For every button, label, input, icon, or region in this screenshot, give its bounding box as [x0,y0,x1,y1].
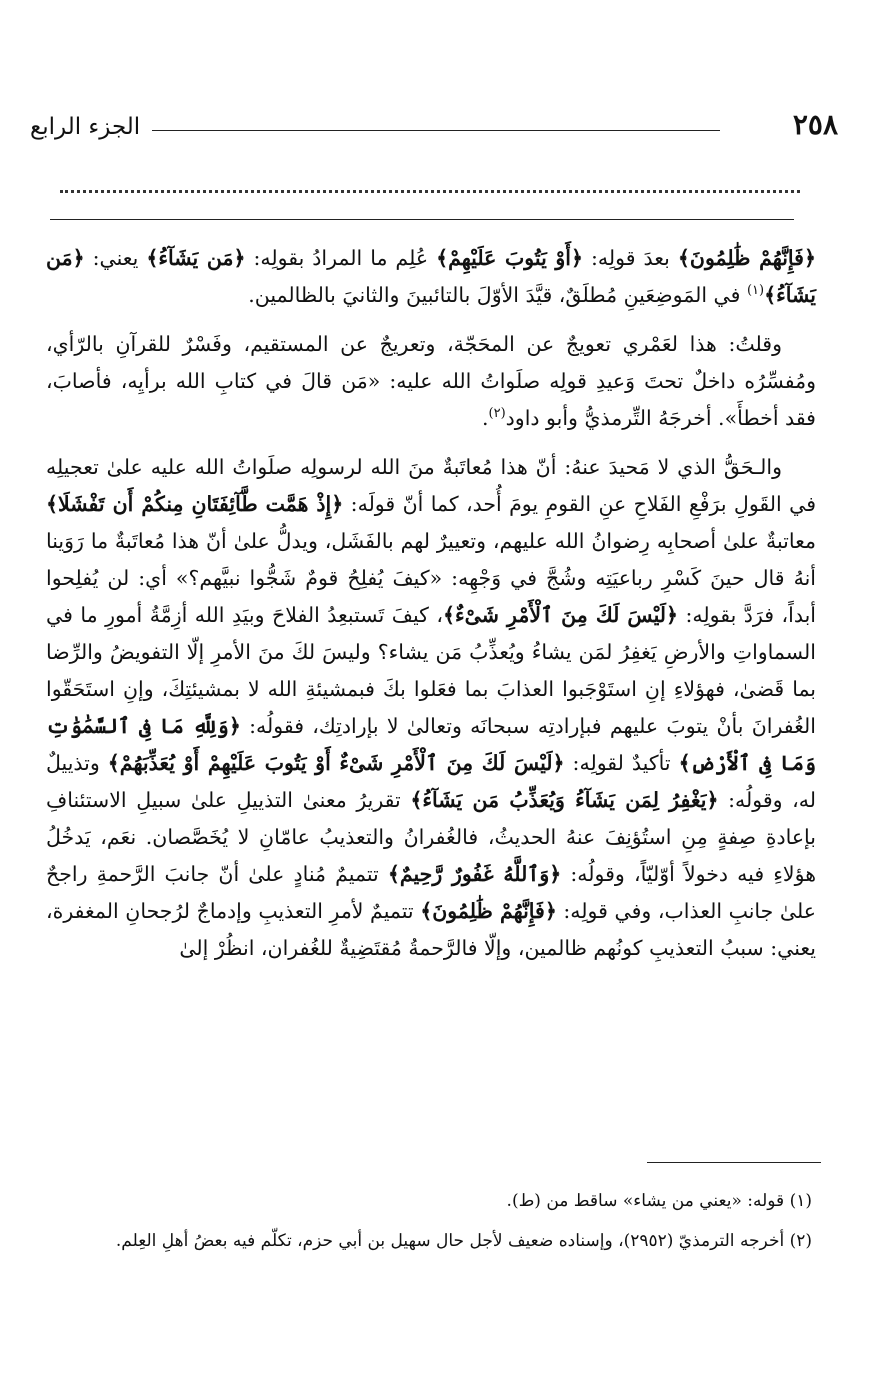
text-segment: معاتبةٌ علىٰ أصحابِه رِضوانُ الله عليهم، وتعييرٌ لهم بالفَشَل، ويدلُّ علىٰ أنّ هذا مُعاتَبةٌ ما رَوَينا أنهُ قال حينَ كَسْرِ رباعيَتِه وشُجَّ في وَجْهِه: «كيفَ يُفلِحُ قومٌ شَجُّوا نبيَّهم؟» أي: لن يُفلِحوا أبداً، فرَدَّ بقولِه: [46,529,816,627]
header-rule [152,130,720,131]
text-segment: عُلِم ما المرادُ بقولِه: [245,246,437,270]
quran-quote: ﴿يَغْفِرُ لِمَن يَشَآءُ وَيُعَذِّبُ مَن يَشَآءُ﴾ [410,788,719,812]
page-number: ٢٥٨ [792,108,838,141]
text-segment: وتذييلٌ له، وقولُه: [46,751,817,812]
text-segment: وقلتُ: هذا لعَمْري تعويجٌ عن المحَجّة، وتعريجٌ عن المستقيم، وفَسْرٌ للقرآنِ بالرّأي، ومُفسِّرُه داخلٌ تحتَ وَعيدِ قولِه صلَواتُ الله عليه: «مَن قالَ في كتابِ الله برأيِه، فأصابَ، فقد أخطأَ». أخرجَهُ التِّرمذيُّ وأبو داود [46,332,816,430]
text-segment: يعني: [84,246,147,270]
text-segment: . [482,406,489,430]
text-segment: تتميمٌ مُنادٍ علىٰ أنّ جانبَ الرَّحمةِ راجحٌ علىٰ جانبِ العذاب، وفي قولِه: [46,862,817,923]
text-segment: تقريرُ معنىٰ التذييلِ علىٰ سبيلِ الاستئنافِ بإعادةِ صِفةٍ مِنِ استُؤنِفَ عنهُ الحديثُ، فالغُفرانُ والتعذيبُ عامّانِ لا يُخَصَّصان. نعَم، يَدخُلُ هؤلاءِ فيه دخولاً أوّليّاً، وقولُه: [46,788,817,886]
quran-quote: ﴿لَيْسَ لَكَ مِنَ ٱلْأَمْرِ شَىْءٌ﴾ [443,603,679,627]
quran-quote: ﴿لَيْسَ لَكَ مِنَ ٱلْأَمْرِ شَىْءٌ أَوْ يَتُوبَ عَلَيْهِمْ أَوْ يُعَذِّبَهُمْ﴾ [107,751,565,775]
footnote-marker: (٢) [488,406,506,422]
text-top-rule [50,219,794,220]
quran-quote: ﴿وَلِلَّهِ مَا فِى ٱلسَّمَٰوَٰتِ وَمَا فِى ٱلْأَرْضِ﴾ [46,714,816,775]
quran-quote: ﴿مَن يَشَآءُ﴾ [46,246,816,307]
quran-quote: ﴿إِذْ هَمَّت طَّآئِفَتَانِ مِنكُمْ أَن تَفْشَلَا﴾ [46,492,344,516]
paragraph-3 [46,449,816,967]
quran-quote: ﴿وَٱللَّهُ غَفُورٌ رَّحِيمٌ﴾ [387,862,562,886]
main-text [46,240,816,979]
quran-quote: ﴿أَوْ يَتُوبَ عَلَيْهِمْ﴾ [436,246,584,270]
text-segment: بعدَ قولِه: [583,246,678,270]
running-header [30,104,838,152]
footnote-2: (٢) أخرجه الترمذيّ (٢٩٥٢)، وإسناده ضعيف لأجل حال سهيل بن أبي حزم، تكلّم فيه بعضُ أهلِ العِلم. [115,1231,812,1251]
paragraph-1 [46,240,816,314]
quran-quote: ﴿مَن يَشَآءُ﴾ [146,246,246,270]
footnotes [40,1184,812,1264]
text-segment: في المَوضِعَينِ مُطلَقٌ، قيَّدَ الأوّلَ بالتائبينَ والثانيَ بالظالمين. [248,283,747,307]
footnote-1: (١) قوله: «يعني من يشاء» ساقط من (ط). [506,1191,812,1211]
quran-quote: ﴿فَإِنَّهُمْ ظَٰلِمُونَ﴾ [677,246,816,270]
footnote-separator [647,1162,821,1163]
footnote-marker: (١) [746,283,765,299]
quran-quote: ﴿فَإِنَّهُمْ ظَٰلِمُونَ﴾ [420,899,557,923]
paragraph-2 [46,326,816,437]
text-segment: تأكيدٌ لقولِه: [564,751,679,775]
text-segment: ، كيفَ تَستبعِدُ الفلاحَ وبيَدِ الله أزِمَّةُ أمورِ ما في السماواتِ والأرضِ يَغفِرُ لمَن يشاءُ ويُعذِّبُ مَن يشاء؟ وليسَ لكَ منَ الأمرِ إلّا التفويضُ والرِّضا بما قَضىٰ، فهؤلاءِ إنِ استَوْجَبوا العذابَ بما فعَلوا بكَ فبمشيئةِ الله لا بمشيئتِكَ، وإنِ استَحَقّوا الغُفرانَ بأنْ يتوبَ عليهم فبإرادتِه سبحانَه وتعالىٰ لا بإرادتِك، فقولُه: [46,603,816,738]
omission-dots [60,190,800,193]
text-segment: والـحَقُّ الذي لا مَحيدَ عنهُ: أنّ هذا مُعاتَبةٌ منَ الله لرسولِه صلَواتُ الله عليه علىٰ تعجيلِه في القَولِ برَفْعِ الفَلاحِ عنِ القومِ يومَ أُحد، كما أنّ قولَه: [46,455,817,516]
part-title: الجزء الرابع [30,114,141,140]
text-segment: تتميمٌ لأمرِ التعذيبِ وإدماجٌ لرُجحانِ المغفرة، يعني: سببُ التعذيبِ كونُهم ظالمين، وإلّا فالرَّحمةُ مُقتَضِيةٌ للغُفران، انظُرْ إلىٰ [46,899,816,960]
